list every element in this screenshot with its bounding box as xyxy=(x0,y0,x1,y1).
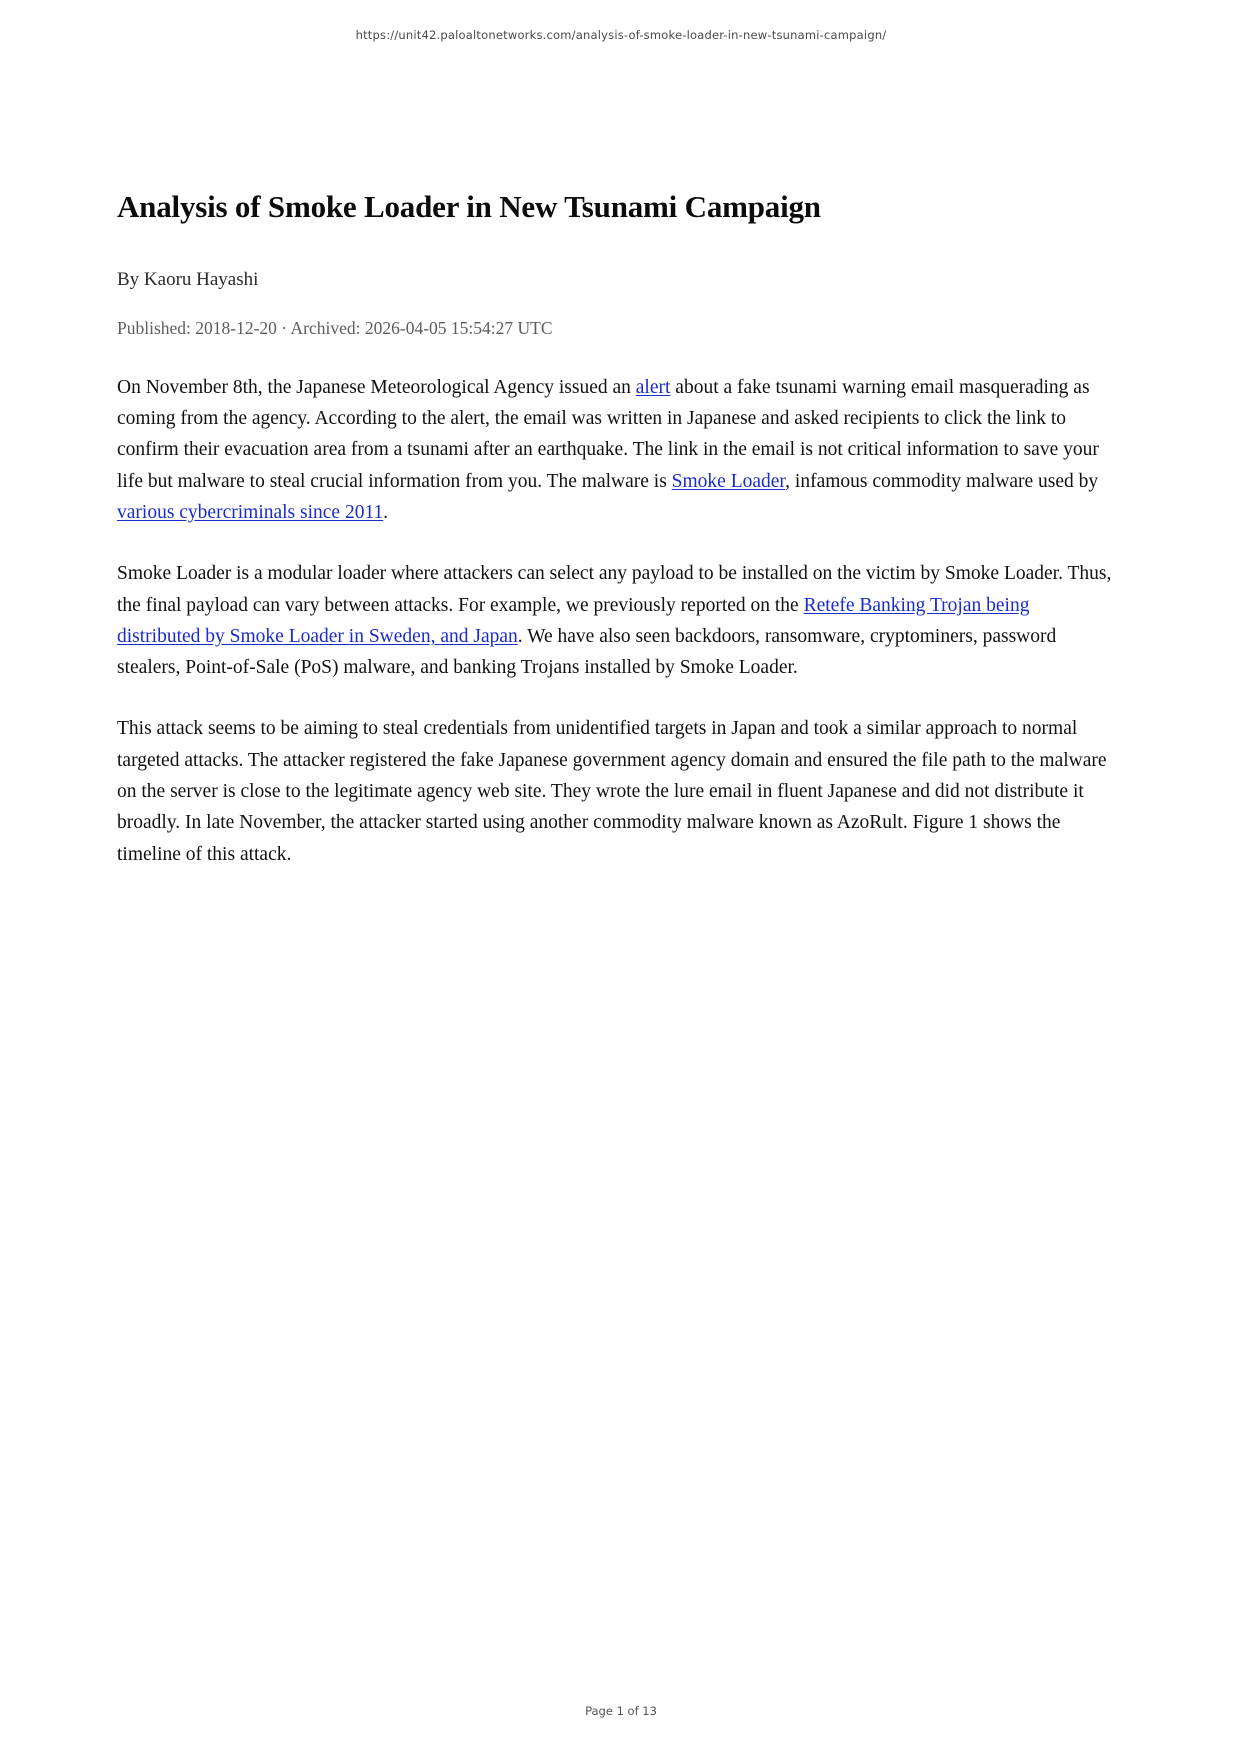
article-meta: Published: 2018-12-20 · Archived: 2026-04-05 15:54:27 UTC xyxy=(117,317,553,338)
paragraph-1-text-part-1: On November 8th, the Japanese Meteorological Agency issued an xyxy=(117,376,636,398)
link-various-cybercriminals[interactable]: various cybercriminals since 2011 xyxy=(117,501,384,523)
article-paragraph-3: This attack seems to be aiming to steal credentials from unidentified targets in Japan and took a similar approach to normal targeted attacks. The attacker registered the fake Japanese government agency domain and ensured the file path to the malware on the server is close to the legitimate agency web site. They wrote the lure email in fluent Japanese and did not distribute it broadly. In late November, the attacker started using another commodity malware known as AzoRult. Figure 1 shows the timeline of this attack. xyxy=(117,718,1107,865)
link-smoke-loader[interactable]: Smoke Loader xyxy=(671,470,786,492)
article-byline: By Kaoru Hayashi xyxy=(117,268,259,290)
article-content xyxy=(117,188,1117,870)
paragraph-1-text-part-4: . xyxy=(383,501,389,523)
page-title: Analysis of Smoke Loader in New Tsunami Campaign xyxy=(117,189,821,224)
paragraph-1-text-part-3: , infamous commodity malware used by xyxy=(785,470,1099,492)
link-retefe-banking-trojan[interactable]: Retefe Banking Trojan being distributed by Smoke Loader in Sweden, and Japan xyxy=(117,594,1030,647)
paragraph-2-text-part-2: . We have also seen backdoors, ransomware, cryptominers, password stealers, Point-of-Sale (PoS) malware, and banking Trojans installed by Smoke Loader. xyxy=(117,625,1057,679)
paragraph-2-text-part-1: Smoke Loader is a modular loader where attackers can select any payload to be installed on the victim by Smoke Loader. Thus, the final payload can vary between attacks. For example, we previously reported on the xyxy=(117,563,1112,616)
article-paragraph-1 xyxy=(117,372,1117,528)
page-footer: Page 1 of 13 xyxy=(585,1704,657,1718)
article-paragraph-2 xyxy=(117,558,1117,683)
paragraph-1-text-part-2: about a fake tsunami warning email masquerading as coming from the agency. According to the alert, the email was written in Japanese and asked recipients to click the link to confirm their evacuation area from a tsunami after an earthquake. The link in the email is not critical information to save your life but malware to steal crucial information from you. The malware is xyxy=(117,376,1099,492)
page-source-url: https://unit42.paloaltonetworks.com/analysis-of-smoke-loader-in-new-tsunami-campaign/ xyxy=(355,28,887,42)
link-alert[interactable]: alert xyxy=(635,376,671,398)
